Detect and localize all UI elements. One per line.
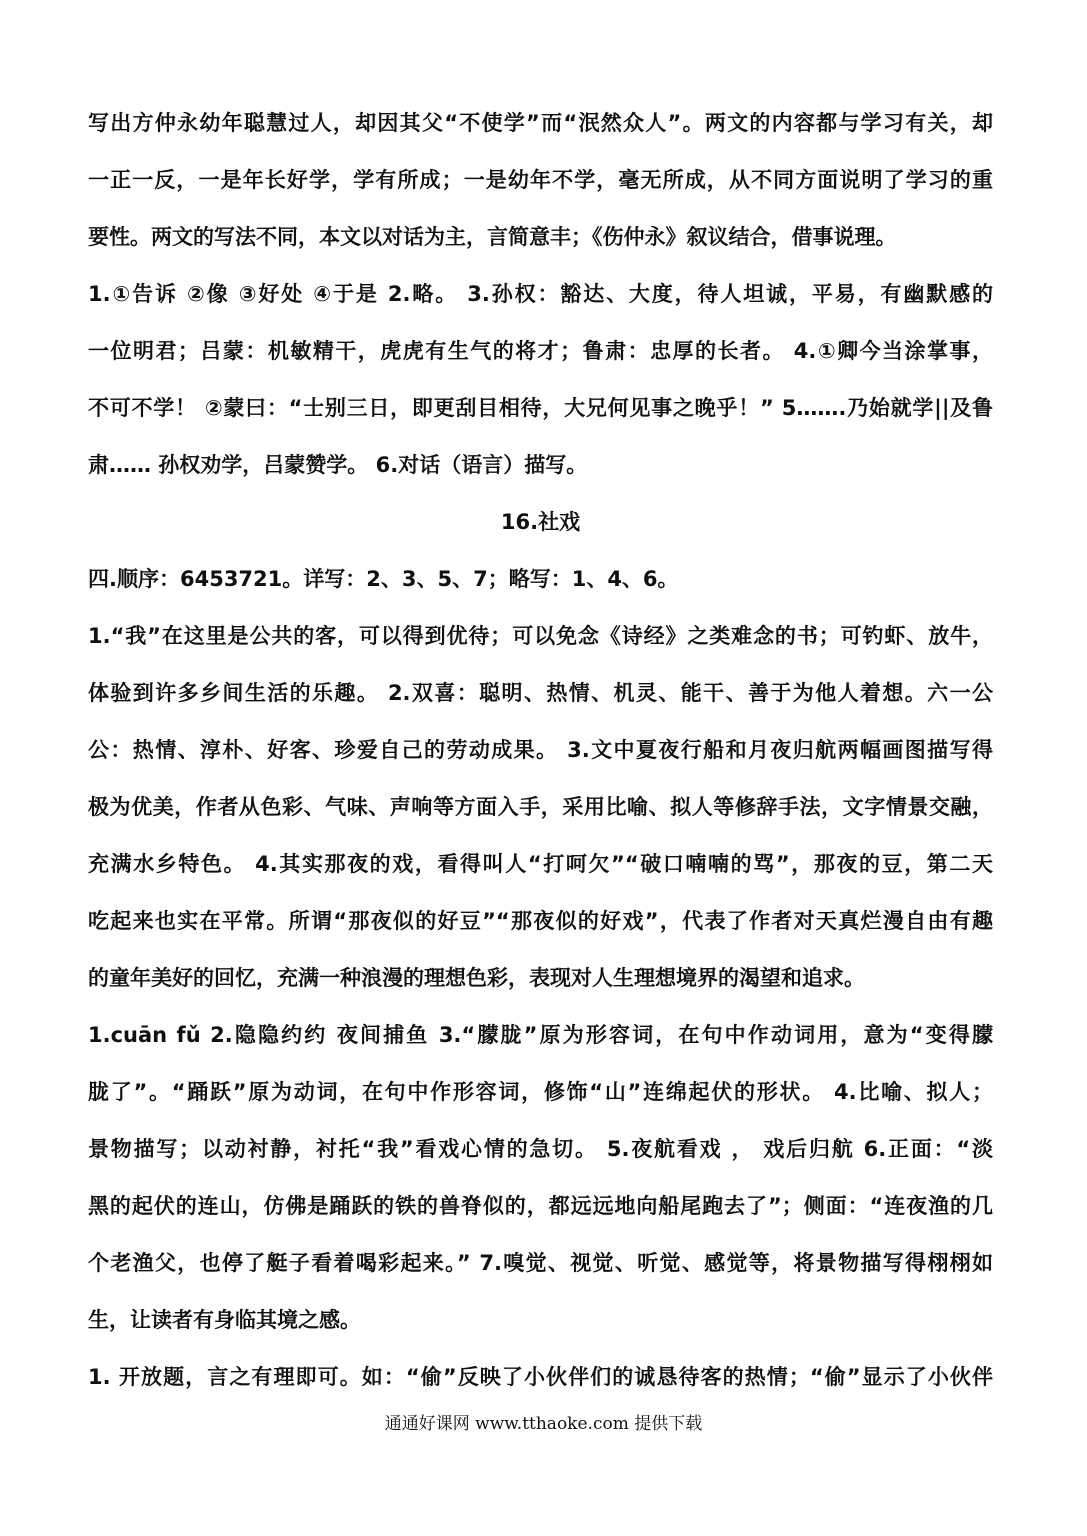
text-line: 生，让读者有身临其境之感。 [88,1308,361,1332]
text-line: 胧了”。“踊跃”原为动词，在句中作形容词，修饰“山”连绵起伏的形状。 4.比喻、拟人； [88,1080,993,1104]
text-line: 四.顺序：6453721。详写：2、3、5、7；略写：1、4、6。 [88,567,679,591]
text-line: 吃起来也实在平常。所谓“那夜似的好豆”“那夜似的好戏”，代表了作者对天真烂漫自由有趣 [88,909,993,933]
text-line: 肃…… 孙权劝学，吕蒙赞学。 6.对话（语言）描写。 [88,453,588,477]
text-line: 公：热情、淳朴、好客、珍爱自己的劳动成果。 3.文中夏夜行船和月夜归航两幅画图描写得 [88,738,993,762]
text-line: 一位明君；吕蒙：机敏精干，虎虎有生气的将才；鲁肃：忠厚的长者。 4.①卿今当涂掌事， [88,339,993,363]
document-body [88,95,993,1406]
text-line: 要性。两文的写法不同，本文以对话为主，言简意丰；《伤仲永》叙议结合，借事说理。 [88,225,897,249]
text-line: 不可不学！ ②蒙曰：“士别三日，即更刮目相待，大兄何见事之晚乎！” 5…….乃始就学||及鲁 [88,396,993,420]
text-line: 1. 开放题，言之有理即可。如：“偷”反映了小伙伴们的诚恳待客的热情；“偷”显示了小伙伴 [88,1365,993,1389]
text-line: 极为优美，作者从色彩、气味、声响等方面入手，采用比喻、拟人等修辞手法，文字情景交融， [88,795,993,819]
section-heading: 16.社戏 [500,510,581,534]
page-footer: 通通好课网 www.tthaoke.com 提供下载 [384,1414,703,1434]
text-line: 个老渔父，也停了艇子看着喝彩起来。” 7.嗅觉、视觉、听觉、感觉等，将景物描写得栩栩如 [88,1251,993,1275]
text-line: 一正一反，一是年长好学，学有所成；一是幼年不学，毫无所成，从不同方面说明了学习的重 [88,168,993,192]
text-line: 1.①告诉 ②像 ③好处 ④于是 2.略。 3.孙权：豁达、大度，待人坦诚，平易，有幽默感的 [88,282,993,306]
text-line: 1.cuān fǔ 2.隐隐约约 夜间捕鱼 3.“朦胧”原为形容词，在句中作动词用，意为“变得朦 [88,1023,993,1047]
text-line: 1.“我”在这里是公共的客，可以得到优待；可以免念《诗经》之类难念的书；可钓虾、放牛， [88,624,993,648]
text-line: 黑的起伏的连山，仿佛是踊跃的铁的兽脊似的，都远远地向船尾跑去了”；侧面：“连夜渔的几 [88,1194,993,1218]
text-line: 的童年美好的回忆，充满一种浪漫的理想色彩，表现对人生理想境界的渴望和追求。 [88,966,865,990]
text-line: 写出方仲永幼年聪慧过人，却因其父“不使学”而“泯然众人”。两文的内容都与学习有关，却 [88,111,993,135]
text-line: 充满水乡特色。 4.其实那夜的戏，看得叫人“打呵欠”“破口喃喃的骂”，那夜的豆，第二天 [88,852,993,876]
text-line: 景物描写；以动衬静，衬托“我”看戏心情的急切。 5.夜航看戏 ， 戏后归航 6.正面：“淡 [88,1137,993,1161]
text-line: 体验到许多乡间生活的乐趣。 2.双喜：聪明、热情、机灵、能干、善于为他人着想。六一公 [88,681,993,705]
